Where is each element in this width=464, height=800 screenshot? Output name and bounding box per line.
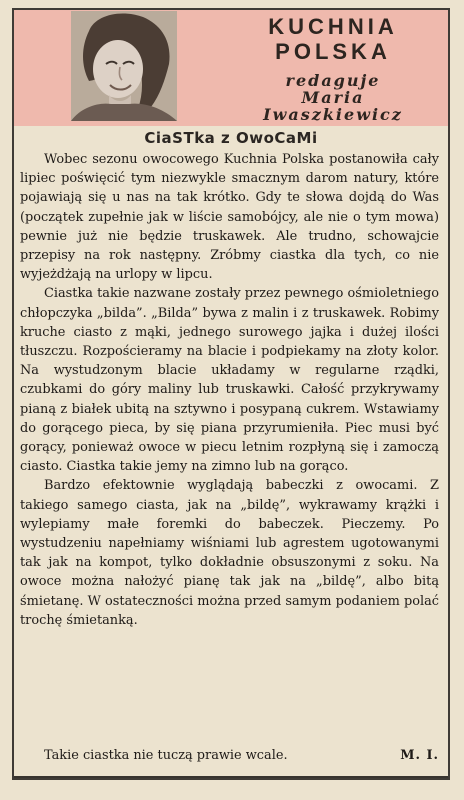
- masthead: [239, 14, 427, 123]
- author-portrait-illustration: [71, 11, 177, 121]
- article-paragraph-2: Ciastka takie nazwane zostały przez pewnego ośmioletniego chłopczyka „bilda”. „Bilda” bywa z malin i z truskawek. Robimy kruche ciasto z mąki, jednego surowego jajka i dużej ilości tłuszczu. Rozpościeramy na blacie i podpiekamy na złoty kolor. Na wystudzonym blacie układamy w regularne rządki, czubkami do góry maliny lub truskawki. Całość przykrywamy pianą z białek ubitą na sztywno i posypaną cukrem. Wstawiamy do gorącego pieca, by się piana przyrumieniła. Piec musi być gorący, ponieważ owoce w piecu letnim rozpłyną się i zamoczą ciasto. Ciastka takie jemy na zimno lub na gorąco.: [20, 286, 439, 475]
- article-paragraph-1: Wobec sezonu owocowego Kuchnia Polska postanowiła cały lipiec poświęcić tym niezwykle smacznym darom natury, które pojawiają się u nas na tak krótko. Gdy te słowa dojdą do Was (początek zupełnie jak w liście samobójcy, ale nie o tym mowa) pewnie już nie będzie truskawek. Ale trudno, schowajcie przepisy na rok następny. Zróbmy ciastka dla tych, co nie wyjeżdżają na urlopy w lipcu.: [20, 152, 439, 283]
- closing-line: Takie ciastka nie tuczą prawie wcale.: [44, 748, 288, 763]
- editor-credit-line-2: Maria: [301, 88, 365, 107]
- author-signature: M. I.: [400, 748, 439, 763]
- article-frame: [12, 8, 450, 780]
- article-heading: CiaSTka z OwoCaMi: [144, 129, 318, 147]
- header-band: [14, 10, 448, 126]
- editor-credit-line-1: redaguje: [285, 71, 381, 90]
- bottom-rule: [14, 776, 448, 778]
- article-signoff: [20, 746, 439, 765]
- article-body: [20, 150, 439, 630]
- column-title-line-1: KUCHNIA: [268, 14, 398, 39]
- editor-credit-line-3: Iwaszkiewicz: [263, 105, 403, 124]
- article-paragraph-3: Bardzo efektownie wyglądają babeczki z owocami. Z takiego samego ciasta, jak na „bildę”, wykrawamy krążki i wylepiamy małe foremki do babeczek. Pieczemy. Po wystudzeniu napełniamy wiśniami lub agrestem ugotowanymi tak jak na kompot, tylko dokładnie obsuszonymi z soku. Na owoce można nałożyć pianę tak jak na „bildę”, albo bitą śmietanę. W ostateczności można przed samym podaniem polać trochę śmietanką.: [20, 478, 439, 628]
- author-portrait: [71, 11, 177, 121]
- column-title-line-2: POLSKA: [275, 39, 391, 64]
